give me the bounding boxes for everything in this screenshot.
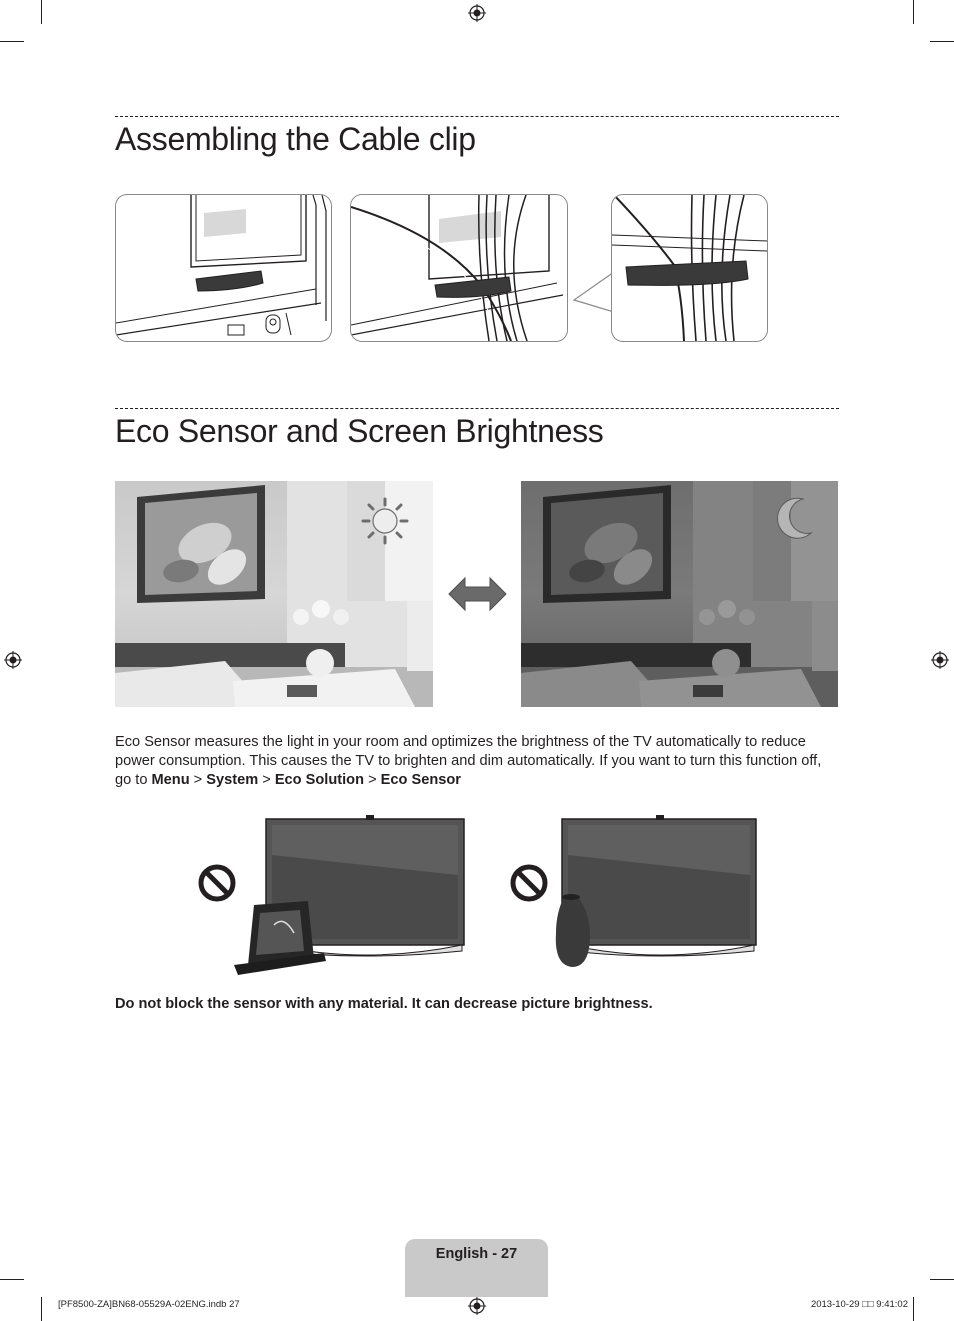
crop-mark: [0, 1279, 24, 1280]
cable-clip-step-1-illustration: [115, 194, 332, 342]
tv-blocked-by-photo-frame-illustration: [234, 815, 466, 980]
menu-path-eco-sensor: Eco Sensor: [380, 772, 461, 789]
section-title-eco-sensor: Eco Sensor and Screen Brightness: [115, 413, 604, 449]
double-arrow-icon: [447, 575, 508, 613]
section-divider: [115, 408, 839, 409]
intro-text: Eco Sensor measures the light in your room and optimizes the brightness of the TV automatically to reduce power consumption. This causes the TV to brighten and dim automatically. If you want to turn this function off, go to: [115, 734, 822, 789]
crop-mark: [930, 41, 954, 42]
bright-room-photo: [115, 481, 433, 707]
crop-mark: [41, 0, 42, 24]
dim-room-photo: [521, 481, 838, 707]
menu-path-eco-solution: Eco Solution: [274, 772, 365, 789]
cable-clip-step-3-illustration: [611, 194, 768, 342]
eco-sensor-description: [115, 733, 841, 791]
path-separator: >: [258, 772, 275, 789]
moon-icon: [775, 497, 815, 541]
registration-mark-icon: [468, 4, 486, 22]
print-timestamp: 2013-10-29 □□ 9:41:02: [810, 1299, 908, 1310]
menu-path-system: System: [206, 772, 259, 789]
print-file-slug: [PF8500-ZA]BN68-05529A-02ENG.indb 27: [58, 1299, 240, 1310]
cable-clip-step-2-illustration: [350, 194, 568, 342]
path-separator: >: [364, 772, 381, 789]
section-title-cable-clip: Assembling the Cable clip: [115, 121, 476, 157]
menu-path-menu: Menu: [151, 772, 190, 789]
crop-mark: [913, 1297, 914, 1321]
crop-mark: [930, 1279, 954, 1280]
page-number-label: English - 27: [435, 1246, 518, 1262]
section-divider: [115, 116, 839, 117]
prohibited-icon: [509, 863, 549, 903]
crop-mark: [0, 41, 24, 42]
registration-mark-icon: [931, 651, 949, 669]
crop-mark: [41, 1297, 42, 1321]
tv-blocked-by-vase-illustration: [544, 815, 758, 970]
registration-mark-icon: [468, 1297, 486, 1315]
registration-mark-icon: [4, 651, 22, 669]
zoom-callout-pointer: [572, 270, 614, 314]
crop-mark: [913, 0, 914, 24]
path-separator: >: [189, 772, 207, 789]
sensor-warning-note: Do not block the sensor with any material. It can decrease picture brightness.: [115, 996, 653, 1012]
sun-icon: [361, 497, 409, 545]
prohibited-icon: [197, 863, 237, 903]
